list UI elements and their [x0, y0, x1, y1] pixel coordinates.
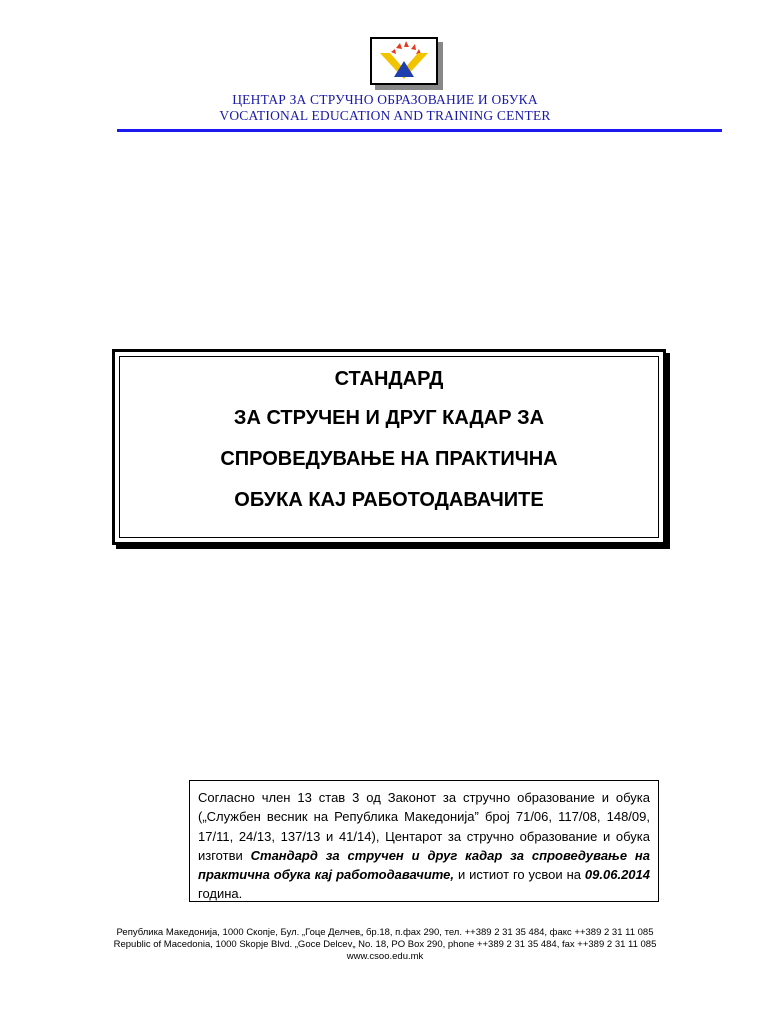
title-box — [112, 349, 666, 545]
title-line-4: ОБУКА КАЈ РАБОТОДАВАЧИТЕ — [234, 489, 544, 511]
title-line-2: ЗА СТРУЧЕН И ДРУГ КАДАР ЗА — [233, 407, 545, 429]
title-line-1: СТАНДАРД — [334, 368, 444, 390]
vet-center-logo-icon — [370, 37, 438, 85]
adoption-note-box — [189, 780, 659, 902]
footer-website: www.csoo.edu.mk — [346, 951, 424, 962]
footer-address-mk: Република Македонија, 1000 Скопје, Бул. „Гоце Делчев„ бр.18, п.фах 290, тел. ++389 2 31 35 484, факс ++389 2 31 11 085 — [116, 927, 654, 938]
note-standard-title: Стандард за стручен и друг кадар за спроведување на практична обука кај работодавачите, — [198, 847, 650, 883]
note-text-before: Согласно член 13 став 3 од Законот за стручно образование и обука („Службен весник на Република Македонија” број 71/06, 117/08, 148/09, 17/11, 24/13, 137/13 и 41/14), Центарот за стручно образование и обука изготви — [198, 790, 650, 863]
footer-address-en: Republic of Macedonia, 1000 Skopje Blvd. „Goce Delcev„ No. 18, PO Box 290, phone ++389 2 31 35 484, fax ++389 2 31 11 085 — [113, 939, 657, 950]
header-rule — [117, 129, 722, 132]
org-name-english: VOCATIONAL EDUCATION AND TRAINING CENTER — [219, 108, 551, 123]
note-adoption-date: 09.06.2014 — [584, 867, 650, 883]
adoption-note-text — [198, 788, 650, 904]
title-line-3: СПРОВЕДУВАЊЕ НА ПРАКТИЧНА — [220, 448, 558, 470]
note-text-after: година. — [198, 886, 243, 902]
note-text-middle: и истиот го усвои на — [454, 867, 585, 883]
org-name-macedonian: ЦЕНТАР ЗА СТРУЧНО ОБРАЗОВАНИЕ И ОБУКА — [232, 92, 538, 107]
